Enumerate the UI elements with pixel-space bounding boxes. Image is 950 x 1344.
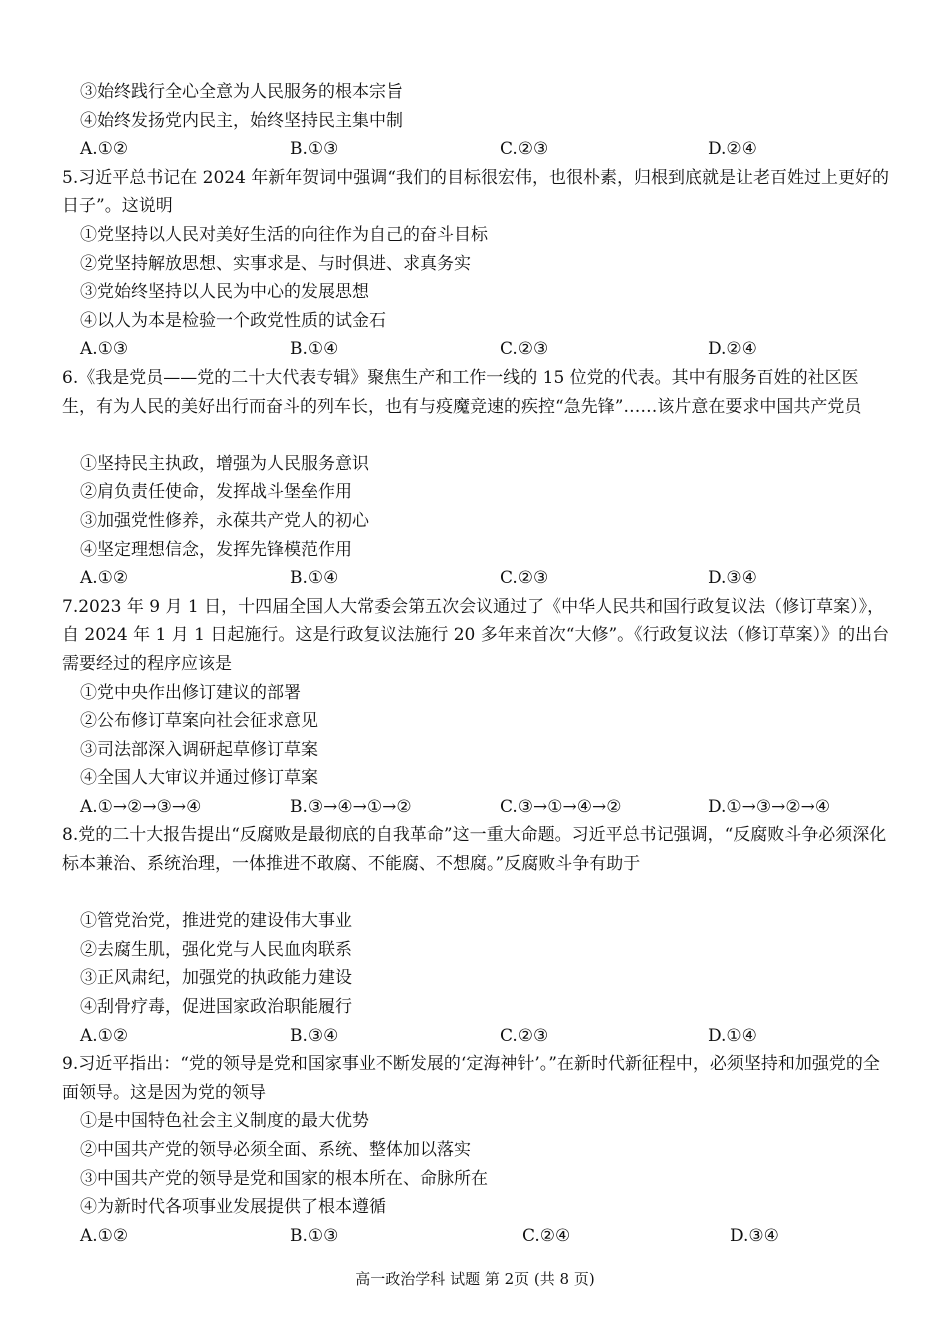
- answer-d: D.③④: [708, 568, 757, 589]
- option-item: ③加强党性修养，永葆共产党人的初心: [80, 510, 369, 531]
- question-stem: 8.党的二十大报告提出“反腐败是最彻底的自我革命”这一重大命题。习近平总书记强调，“反腐败斗争必须深化标本兼治、系统治理，一体推进不敢腐、不能腐、不想腐。”反腐败斗争有助于: [62, 825, 887, 875]
- option-item: ③始终践行全心全意为人民服务的根本宗旨: [80, 82, 403, 102]
- answer-c: C.②④: [522, 1225, 571, 1246]
- answer-a: A.①②: [80, 139, 129, 160]
- answer-b: B.③④: [290, 1025, 339, 1046]
- option-item: ④坚定理想信念，发挥先锋模范作用: [80, 539, 352, 560]
- option-item: ②公布修订草案向社会征求意见: [80, 711, 318, 732]
- answer-d: D.②④: [708, 339, 757, 360]
- answer-d: D.②④: [708, 139, 757, 160]
- answer-choices: [62, 1222, 892, 1251]
- option-item: ②中国共产党的领导必须全面、系统、整体加以落实: [80, 1140, 471, 1161]
- answer-d: D.①→③→②→④: [708, 796, 831, 817]
- option-item: ④以人为本是检验一个政党性质的试金石: [80, 310, 386, 331]
- answer-c: C.③→①→④→②: [500, 796, 622, 817]
- answer-c: C.②③: [500, 1025, 549, 1046]
- option-item: ④始终发扬党内民主，始终坚持民主集中制: [80, 110, 403, 131]
- answer-d: D.①④: [708, 1025, 757, 1046]
- answer-c: C.②③: [500, 568, 549, 589]
- option-item: ①党坚持以人民对美好生活的向往作为自己的奋斗目标: [80, 224, 488, 245]
- answer-a: A.①③: [80, 339, 129, 360]
- answer-a: A.①②: [80, 1025, 129, 1046]
- option-item: ①管党治党，推进党的建设伟大事业: [80, 911, 352, 932]
- answer-b: B.①④: [290, 568, 339, 589]
- answer-choices: [62, 135, 892, 164]
- option-item: ③中国共产党的领导是党和国家的根本所在、命脉所在: [80, 1168, 488, 1189]
- answer-choices: [62, 793, 892, 822]
- answer-a: A.①②: [80, 568, 129, 589]
- answer-c: C.②③: [500, 339, 549, 360]
- answer-choices: [62, 564, 892, 593]
- answer-b: B.①③: [290, 139, 339, 160]
- question-stem: 5.习近平总书记在 2024 年新年贺词中强调“我们的目标很宏伟，也很朴素，归根到底就是让老百姓过上更好的日子”。这说明: [62, 167, 889, 217]
- answer-b: B.①④: [290, 339, 339, 360]
- option-item: ④全国人大审议并通过修订草案: [80, 768, 318, 789]
- answer-a: A.①②: [80, 1225, 129, 1246]
- page-footer: 高一政治学科 试题 第 2页 (共 8 页): [355, 1270, 595, 1288]
- answer-b: B.③→④→①→②: [290, 796, 412, 817]
- option-item: ③司法部深入调研起草修订草案: [80, 739, 318, 760]
- answer-choices: [62, 1022, 892, 1051]
- option-item: ②去腐生肌，强化党与人民血肉联系: [80, 939, 352, 960]
- page-content: [62, 78, 892, 1250]
- answer-d: D.③④: [730, 1225, 779, 1246]
- option-item: ③党始终坚持以人民为中心的发展思想: [80, 282, 369, 303]
- option-item: ①党中央作出修订建议的部署: [80, 682, 301, 703]
- question-stem: 9.习近平指出：“党的领导是党和国家事业不断发展的‘定海神针’。”在新时代新征程中，必须坚持和加强党的全面领导。这是因为党的领导: [62, 1054, 880, 1103]
- option-item: ②党坚持解放思想、实事求是、与时俱进、求真务实: [80, 253, 471, 274]
- question-stem: 7.2023 年 9 月 1 日，十四届全国人大常委会第五次会议通过了《中华人民共和国行政复议法（修订草案）》，自 2024 年 1 月 1 日起施行。这是行政复议法施行 20 多年来首次“大修”。《行政复议法（修订草案）》的出台需要经过的程序应该是: [62, 596, 890, 674]
- answer-c: C.②③: [500, 139, 549, 160]
- answer-a: A.①→②→③→④: [80, 796, 202, 817]
- option-item: ①是中国特色社会主义制度的最大优势: [80, 1111, 369, 1132]
- answer-b: B.①③: [290, 1225, 339, 1246]
- option-item: ④刮骨疗毒，促进国家政治职能履行: [80, 997, 352, 1018]
- option-item: ①坚持民主执政，增强为人民服务意识: [80, 453, 369, 474]
- option-item: ③正风肃纪，加强党的执政能力建设: [80, 968, 352, 989]
- question-stem: 6.《我是党员——党的二十大代表专辑》聚焦生产和工作一线的 15 位党的代表。其中有服务百姓的社区医生，有为人民的美好出行而奋斗的列车长，也有与疫魔竞速的疾控“急先锋”……该片意在要求中国共产党员: [62, 367, 862, 417]
- option-item: ②肩负责任使命，发挥战斗堡垒作用: [80, 482, 352, 503]
- option-item: ④为新时代各项事业发展提供了根本遵循: [80, 1197, 386, 1218]
- answer-choices: [62, 335, 892, 364]
